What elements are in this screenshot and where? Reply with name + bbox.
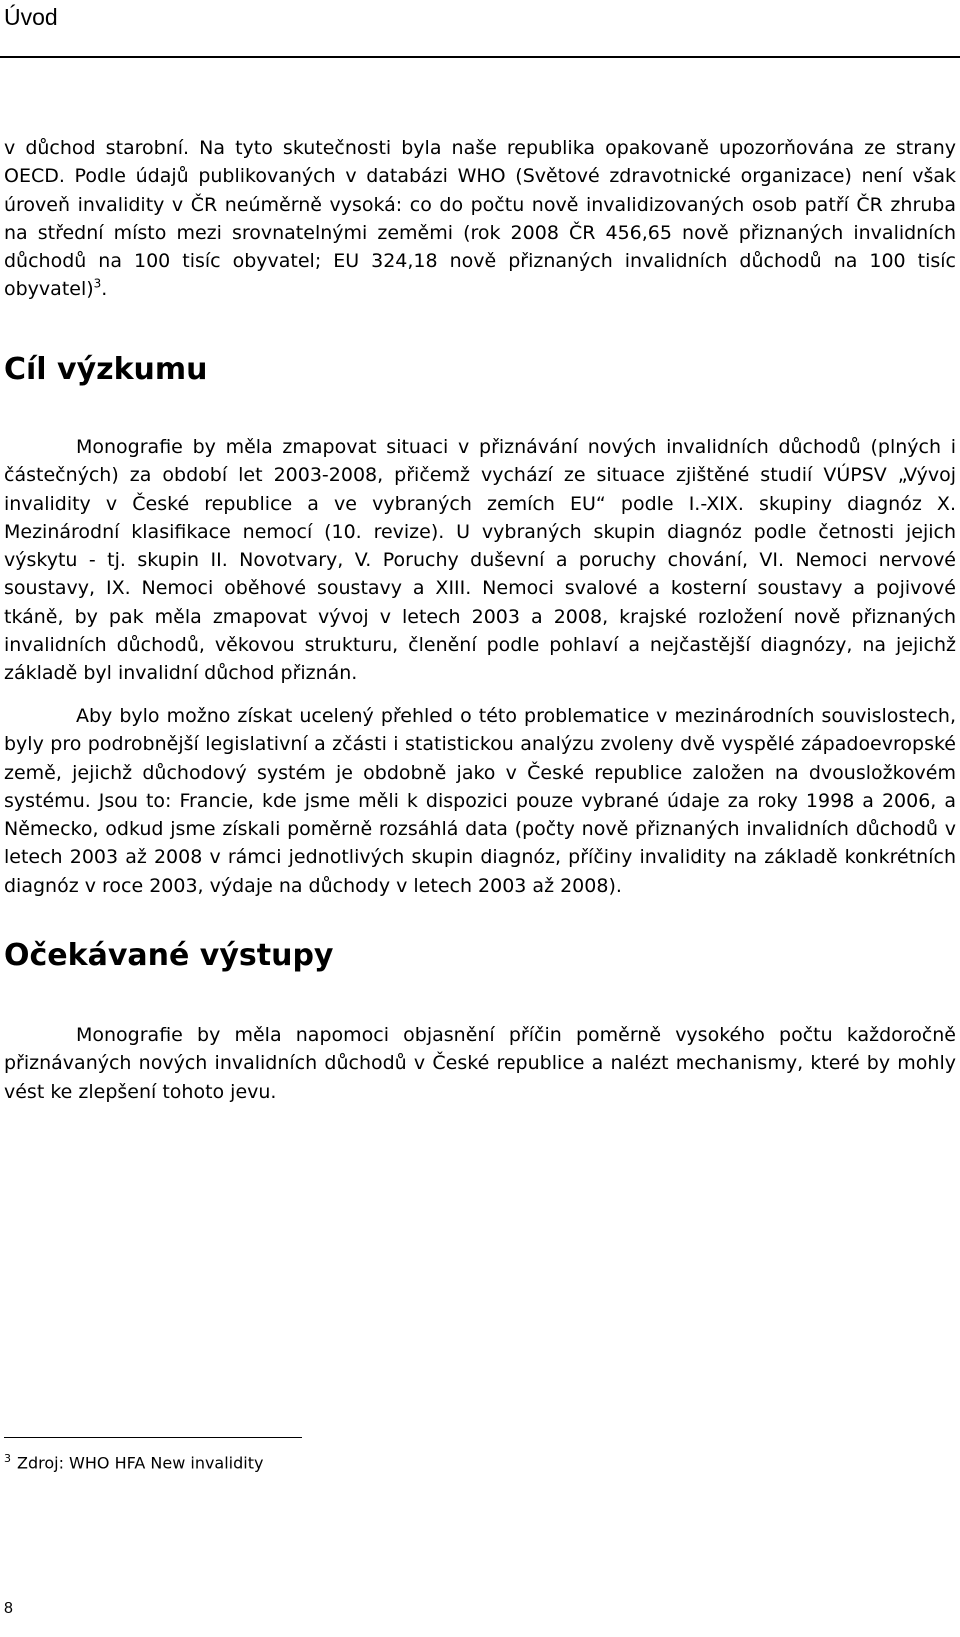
page-number: 8	[4, 1600, 13, 1617]
section1-paragraph-2: Aby bylo možno získat ucelený přehled o této problematice v mezinárodních souvislostech, byly pro podrobnější legislativní a zčásti i statistickou analýzu zvoleny dvě vyspělé západoevropské země, jejichž důchodový systém je obdobně jako v České republice založen na dvousložkovém systému. Jsou to: Francie, kde jsme měli k dispozici pouze vybrané údaje za roky 1998 a 2006, a Německo, odkud jsme získali poměrně rozsáhlá data (počty nově přiznaných invalidních důchodů v letech 2003 až 2008 v rámci jednotlivých skupin diagnóz, příčiny invalidity na základě konkrétních diagnóz v roce 2003, výdaje na důchody v letech 2003 až 2008).	[4, 705, 956, 897]
section2-paragraph-1: Monografie by měla napomoci objasnění příčin poměrně vysokého počtu každoročně přiznávaných nových invalidních důchodů v České republice a nalézt mechanismy, které by mohly vést ke zlepšení tohoto jevu.	[4, 1024, 956, 1103]
footnote-text: Zdroj: WHO HFA New invalidity	[17, 1453, 264, 1473]
intro-paragraph	[4, 134, 956, 304]
section-heading-cil-vyzkumu: Cíl výzkumu	[4, 352, 208, 387]
intro-text: v důchod starobní. Na tyto skutečnosti byla naše republika opakovaně upozorňována ze strany OECD. Podle údajů publikovaných v databázi WHO (Světové zdravotnické organizace) není však úroveň invalidity v ČR neúměrně vysoká: co do počtu nově invalidizovaných osob patří ČR zhruba na střední místo mezi srovnatelnými zeměmi (rok 2008 ČR 456,65 nově přiznaných invalidních důchodů na 100 tisíc obyvatel; EU 324,18 nově přiznaných invalidních důchodů na 100 tisíc obyvatel)	[4, 137, 956, 301]
footnote-mark: 3	[4, 1452, 11, 1465]
section-heading-ocekavane-vystupy: Očekávané výstupy	[4, 938, 334, 973]
page-header-title: Úvod	[4, 4, 58, 30]
footnote-reference: 3	[93, 277, 102, 292]
intro-end: .	[101, 278, 108, 301]
header-divider	[0, 56, 960, 58]
section1-paragraph-1: Monografie by měla zmapovat situaci v přiznávání nových invalidních důchodů (plných i částečných) za období let 2003-2008, přičemž vychází ze situace zjištěné studií VÚPSV „Vývoj invalidity v České republice a ve vybraných zemích EU“ podle I.-XIX. skupiny diagnóz X. Mezinárodní klasifikace nemocí (10. revize). U vybraných skupin diagnóz podle četnosti jejich výskytu - tj. skupin II. Novotvary, V. Poruchy duševní a poruchy chování, VI. Nemoci nervové soustavy, IX. Nemoci oběhové soustavy a XIII. Nemoci svalové a kosterní soustavy a pojivové tkáně, by pak měla zmapovat vývoj v letech 2003 a 2008, krajské rozložení nově přiznaných invalidních důchodů, věkovou strukturu, členění podle pohlaví a nejčastější diagnózy, na jejichž základě byl invalidní důchod přiznán.	[4, 436, 956, 685]
footnote-divider	[4, 1437, 302, 1438]
footnote	[4, 1452, 263, 1472]
